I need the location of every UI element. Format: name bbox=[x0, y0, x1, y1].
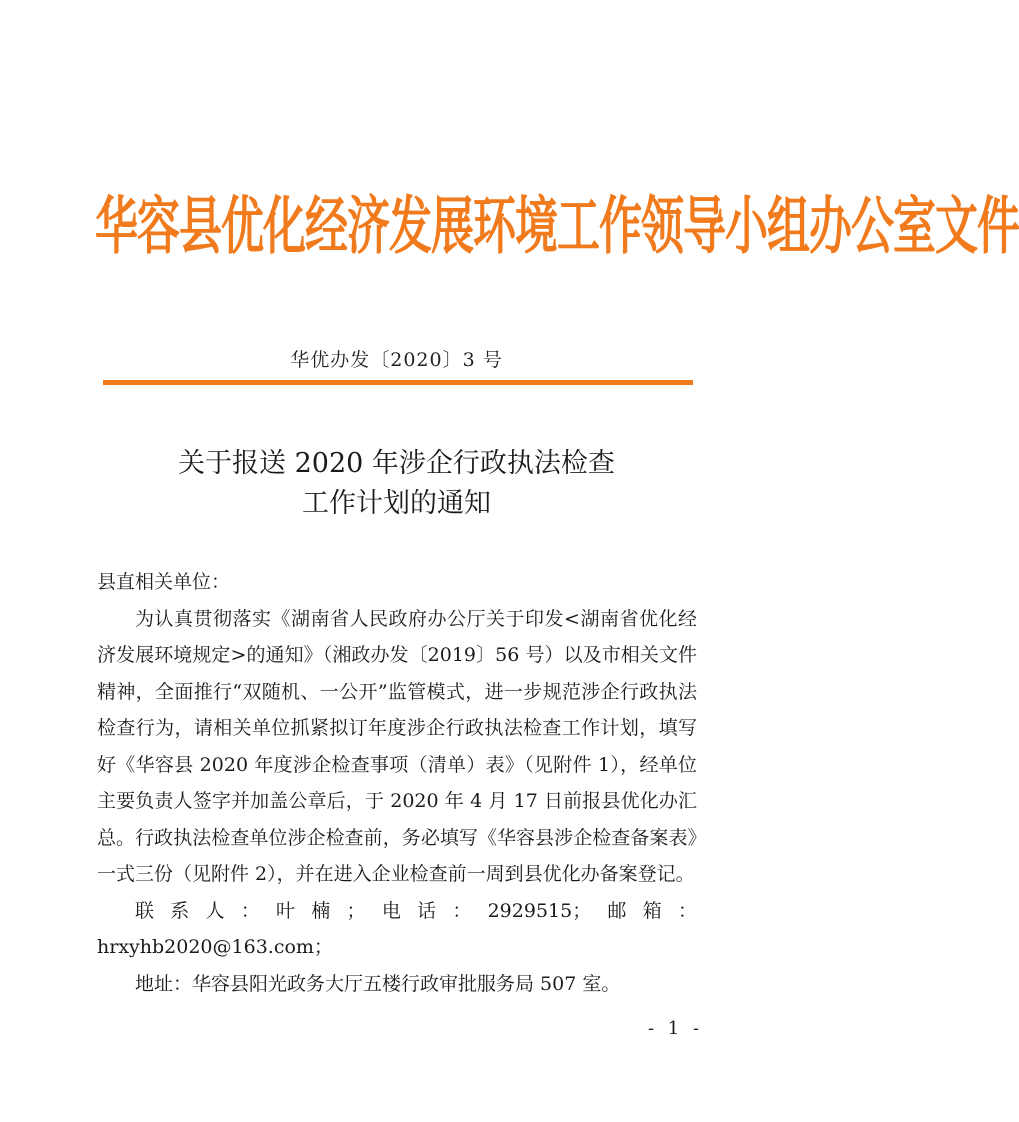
document-title bbox=[0, 444, 793, 524]
contact-line: 联系人：叶楠；电话：2929515；邮箱：hrxyhb2020@163.com； bbox=[97, 899, 697, 958]
document-body bbox=[97, 564, 697, 1002]
body-paragraph: 为认真贯彻落实《湖南省人民政府办公厅关于印发<湖南省优化经济发展环境规定>的通知》（湘政办发〔2019〕56 号）以及市相关文件精神，全面推行“双随机、一公开”监管模式，进一步规范涉企行政执法检查行为，请相关单位抓紧拟订年度涉企行政执法检查工作计划，填写好《华容县 2020 年度涉企检查事项（清单）表》（见附件 1），经单位主要负责人签字并加盖公章后，于 2020 年 4 月 17 日前报县优化办汇总。行政执法检查单位涉企检查前，务必填写《华容县涉企检查备案表》一式三份（见附件 2），并在进入企业检查前一周到县优化办备案登记。 bbox=[97, 607, 697, 885]
red-header-divider bbox=[103, 380, 693, 385]
page-number: - 1 - bbox=[648, 1018, 704, 1039]
issuing-authority-title: 华容县优化经济发展环境工作领导小组办公室文件 bbox=[95, 191, 1019, 264]
document-title-line-1: 关于报送 2020 年涉企行政执法检查 bbox=[178, 448, 615, 479]
salutation: 县直相关单位： bbox=[97, 571, 231, 593]
address-line: 地址：华容县阳光政务大厅五楼行政审批服务局 507 室。 bbox=[135, 972, 621, 995]
document-number: 华优办发〔2020〕3 号 bbox=[290, 349, 503, 371]
document-title-line-2: 工作计划的通知 bbox=[302, 488, 491, 519]
